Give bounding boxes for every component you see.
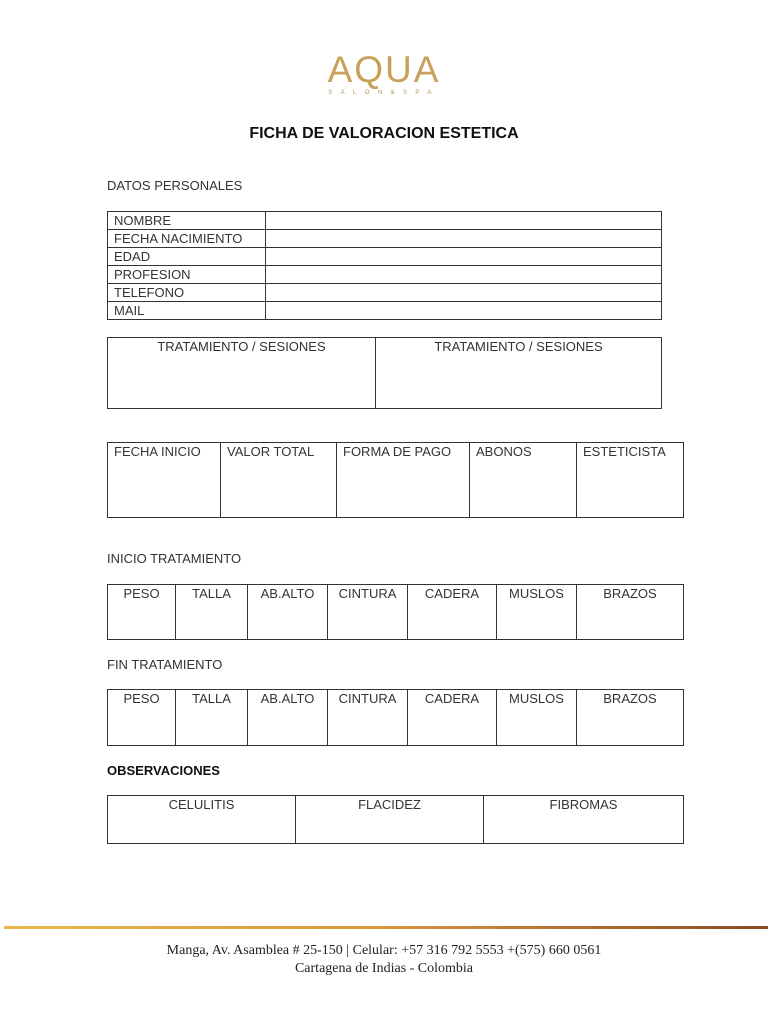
pago-valor-total[interactable]: VALOR TOTAL [221,443,337,518]
pago-fecha-inicio[interactable]: FECHA INICIO [108,443,221,518]
tratamiento-table [107,337,662,409]
table-row [108,585,684,640]
footer-city: Cartagena de Indias - Colombia [294,961,474,976]
inicio-tratamiento-label: INICIO TRATAMIENTO [107,551,242,566]
tratamiento-cell-2[interactable]: TRATAMIENTO / SESIONES [376,338,662,409]
fin-brazos[interactable]: BRAZOS [577,690,684,746]
inicio-brazos[interactable]: BRAZOS [577,585,684,640]
pago-table [107,442,684,518]
observaciones-table [107,795,684,844]
table-row [108,302,662,320]
table-row [108,796,684,844]
document-title: FICHA DE VALORACION ESTETICA [249,125,519,142]
field-value-edad[interactable] [266,248,662,266]
field-value-profesion[interactable] [266,266,662,284]
obs-flacidez[interactable]: FLACIDEZ [296,796,484,844]
pago-esteticista[interactable]: ESTETICISTA [577,443,684,518]
field-value-nombre[interactable] [266,212,662,230]
field-label-fecha-nacimiento: FECHA NACIMIENTO [108,230,266,248]
field-label-mail: MAIL [108,302,266,320]
datos-personales-label: DATOS PERSONALES [107,178,243,193]
fin-cadera[interactable]: CADERA [408,690,497,746]
table-row [108,212,662,230]
inicio-cintura[interactable]: CINTURA [328,585,408,640]
inicio-peso[interactable]: PESO [108,585,176,640]
inicio-tratamiento-table [107,584,684,640]
logo-aqua: AQUA [327,49,441,90]
table-row [108,690,684,746]
fin-ab-alto[interactable]: AB.ALTO [248,690,328,746]
inicio-muslos[interactable]: MUSLOS [497,585,577,640]
observaciones-label: OBSERVACIONES [107,763,220,778]
logo-subtitle: SALON&SPA [328,90,440,96]
table-row [108,266,662,284]
field-label-profesion: PROFESION [108,266,266,284]
tratamiento-cell-1[interactable]: TRATAMIENTO / SESIONES [108,338,376,409]
table-row [108,284,662,302]
pago-forma-de-pago[interactable]: FORMA DE PAGO [337,443,470,518]
field-label-nombre: NOMBRE [108,212,266,230]
fin-tratamiento-label: FIN TRATAMIENTO [107,657,223,672]
footer-address: Manga, Av. Asamblea # 25-150 | Celular: +57 316 792 5553 +(575) 660 0561 [166,943,602,958]
field-value-telefono[interactable] [266,284,662,302]
fin-peso[interactable]: PESO [108,690,176,746]
field-value-mail[interactable] [266,302,662,320]
table-row [108,443,684,518]
inicio-talla[interactable]: TALLA [176,585,248,640]
field-label-edad: EDAD [108,248,266,266]
table-row [108,338,662,409]
inicio-cadera[interactable]: CADERA [408,585,497,640]
fin-cintura[interactable]: CINTURA [328,690,408,746]
pago-abonos[interactable]: ABONOS [470,443,577,518]
datos-personales-table [107,211,662,320]
obs-celulitis[interactable]: CELULITIS [108,796,296,844]
obs-fibromas[interactable]: FIBROMAS [484,796,684,844]
fin-muslos[interactable]: MUSLOS [497,690,577,746]
table-row [108,248,662,266]
table-row [108,230,662,248]
field-label-telefono: TELEFONO [108,284,266,302]
inicio-ab-alto[interactable]: AB.ALTO [248,585,328,640]
fin-tratamiento-table [107,689,684,746]
field-value-fecha-nacimiento[interactable] [266,230,662,248]
fin-talla[interactable]: TALLA [176,690,248,746]
footer-divider [4,926,768,929]
